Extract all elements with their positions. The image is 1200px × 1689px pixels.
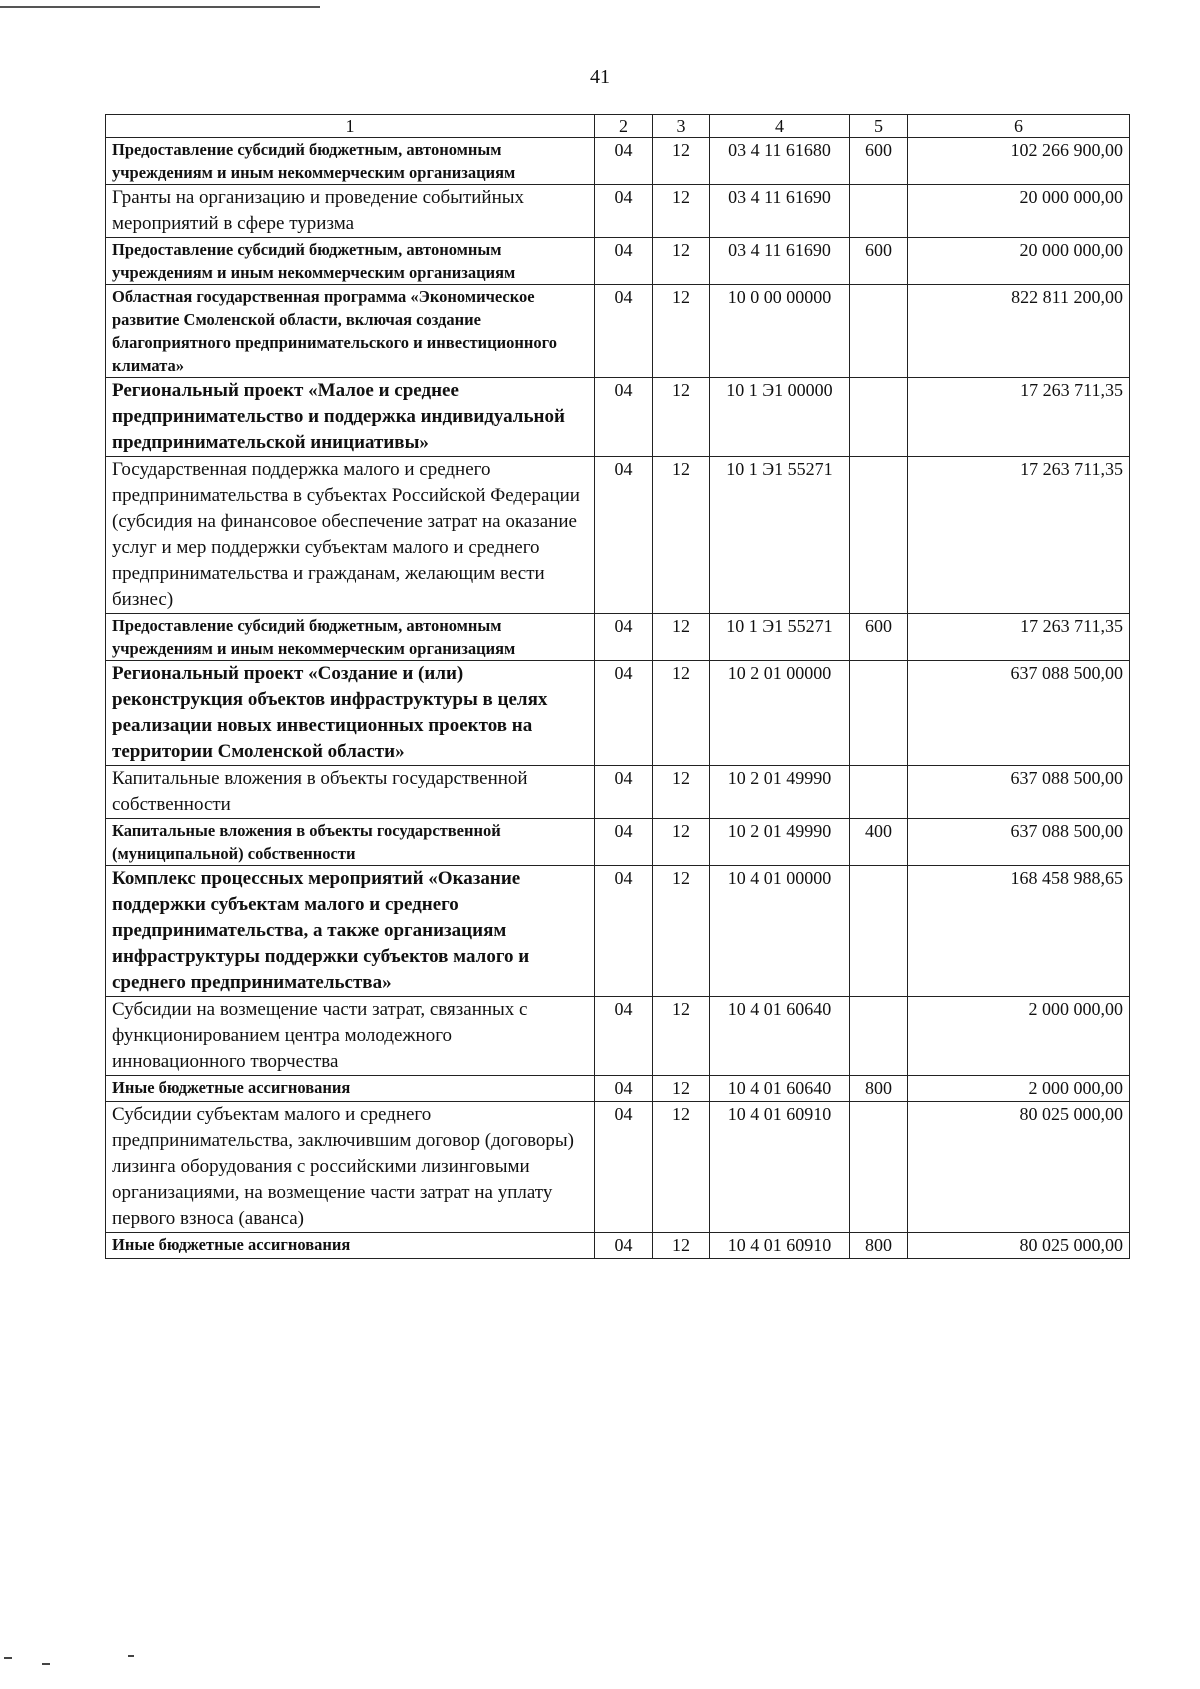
section-code-cell: 04 — [595, 1102, 653, 1233]
table-row — [106, 138, 1130, 185]
amount-cell: 637 088 500,00 — [908, 766, 1130, 819]
target-article-code-cell: 10 4 01 60640 — [710, 997, 850, 1076]
section-code-cell: 04 — [595, 378, 653, 457]
amount-cell: 20 000 000,00 — [908, 238, 1130, 285]
table-row — [106, 285, 1130, 378]
amount-cell: 20 000 000,00 — [908, 185, 1130, 238]
subsection-code-cell: 12 — [653, 997, 710, 1076]
amount-cell: 168 458 988,65 — [908, 866, 1130, 997]
amount-cell: 2 000 000,00 — [908, 1076, 1130, 1102]
subsection-code-cell: 12 — [653, 238, 710, 285]
scan-artifact-mark — [128, 1655, 134, 1657]
expense-type-code-cell — [850, 285, 908, 378]
section-code-cell: 04 — [595, 457, 653, 614]
table-row — [106, 766, 1130, 819]
amount-cell: 637 088 500,00 — [908, 661, 1130, 766]
amount-cell: 17 263 711,35 — [908, 457, 1130, 614]
section-code-cell: 04 — [595, 1076, 653, 1102]
subsection-code-cell: 12 — [653, 661, 710, 766]
expense-type-code-cell: 600 — [850, 614, 908, 661]
expense-type-code-cell: 800 — [850, 1076, 908, 1102]
subsection-code-cell: 12 — [653, 866, 710, 997]
section-code-cell: 04 — [595, 997, 653, 1076]
subsection-code-cell: 12 — [653, 138, 710, 185]
target-article-code-cell: 03 4 11 61680 — [710, 138, 850, 185]
expense-type-code-cell: 400 — [850, 819, 908, 866]
target-article-code-cell: 10 4 01 00000 — [710, 866, 850, 997]
section-code-cell: 04 — [595, 819, 653, 866]
expense-type-code-cell — [850, 766, 908, 819]
row-name-cell: Предоставление субсидий бюджетным, автономным учреждениям и иным некоммерческим организациям — [106, 238, 595, 285]
section-code-cell: 04 — [595, 238, 653, 285]
amount-cell: 80 025 000,00 — [908, 1233, 1130, 1259]
scan-top-rule — [0, 6, 320, 8]
section-code-cell: 04 — [595, 614, 653, 661]
subsection-code-cell: 12 — [653, 1076, 710, 1102]
expense-type-code-cell — [850, 1102, 908, 1233]
expense-type-code-cell: 600 — [850, 138, 908, 185]
expense-type-code-cell — [850, 661, 908, 766]
subsection-code-cell: 12 — [653, 457, 710, 614]
expense-type-code-cell — [850, 185, 908, 238]
expense-type-code-cell — [850, 997, 908, 1076]
row-name-cell: Капитальные вложения в объекты государственной (муниципальной) собственности — [106, 819, 595, 866]
table-row — [106, 819, 1130, 866]
table-row — [106, 238, 1130, 285]
subsection-code-cell: 12 — [653, 378, 710, 457]
section-code-cell: 04 — [595, 185, 653, 238]
row-name-cell: Предоставление субсидий бюджетным, автономным учреждениям и иным некоммерческим организациям — [106, 614, 595, 661]
amount-cell: 2 000 000,00 — [908, 997, 1130, 1076]
subsection-code-cell: 12 — [653, 285, 710, 378]
row-name-cell: Региональный проект «Малое и среднее предпринимательство и поддержка индивидуальной предпринимательской инициативы» — [106, 378, 595, 457]
table-row — [106, 661, 1130, 766]
target-article-code-cell: 10 4 01 60910 — [710, 1102, 850, 1233]
table-row — [106, 378, 1130, 457]
target-article-code-cell: 03 4 11 61690 — [710, 238, 850, 285]
subsection-code-cell: 12 — [653, 1233, 710, 1259]
row-name-cell: Областная государственная программа «Экономическое развитие Смоленской области, включая создание благоприятного предпринимательского и инвестиционного климата» — [106, 285, 595, 378]
row-name-cell: Предоставление субсидий бюджетным, автономным учреждениям и иным некоммерческим организациям — [106, 138, 595, 185]
row-name-cell: Государственная поддержка малого и среднего предпринимательства в субъектах Российской Федерации (субсидия на финансовое обеспечение затрат на оказание услуг и мер поддержки субъектам малого и среднего предпринимательства и гражданам, желающим вести бизнес) — [106, 457, 595, 614]
budget-allocation-table — [105, 114, 1130, 1259]
table-row — [106, 614, 1130, 661]
section-code-cell: 04 — [595, 138, 653, 185]
amount-cell: 102 266 900,00 — [908, 138, 1130, 185]
column-header-4: 4 — [710, 115, 850, 138]
target-article-code-cell: 10 1 Э1 55271 — [710, 614, 850, 661]
table-body — [106, 138, 1130, 1259]
expense-type-code-cell — [850, 457, 908, 614]
row-name-cell: Субсидии субъектам малого и среднего предпринимательства, заключившим договор (договоры) лизинга оборудования с российскими лизинговыми организациями, на возмещение части затрат на уплату первого взноса (аванса) — [106, 1102, 595, 1233]
page-number: 41 — [590, 66, 610, 88]
row-name-cell: Региональный проект «Создание и (или) реконструкция объектов инфраструктуры в целях реализации новых инвестиционных проектов на территории Смоленской области» — [106, 661, 595, 766]
table-row — [106, 457, 1130, 614]
subsection-code-cell: 12 — [653, 614, 710, 661]
target-article-code-cell: 10 1 Э1 55271 — [710, 457, 850, 614]
expense-type-code-cell: 600 — [850, 238, 908, 285]
subsection-code-cell: 12 — [653, 185, 710, 238]
amount-cell: 637 088 500,00 — [908, 819, 1130, 866]
target-article-code-cell: 10 2 01 49990 — [710, 766, 850, 819]
row-name-cell: Субсидии на возмещение части затрат, связанных с функционированием центра молодежного инновационного творчества — [106, 997, 595, 1076]
amount-cell: 80 025 000,00 — [908, 1102, 1130, 1233]
row-name-cell: Иные бюджетные ассигнования — [106, 1076, 595, 1102]
target-article-code-cell: 10 2 01 49990 — [710, 819, 850, 866]
column-header-2: 2 — [595, 115, 653, 138]
table-row — [106, 1102, 1130, 1233]
target-article-code-cell: 10 1 Э1 00000 — [710, 378, 850, 457]
subsection-code-cell: 12 — [653, 819, 710, 866]
amount-cell: 17 263 711,35 — [908, 378, 1130, 457]
amount-cell: 822 811 200,00 — [908, 285, 1130, 378]
row-name-cell: Иные бюджетные ассигнования — [106, 1233, 595, 1259]
row-name-cell: Комплекс процессных мероприятий «Оказание поддержки субъектам малого и среднего предпринимательства, а также организациям инфраструктуры поддержки субъектов малого и среднего предпринимательства» — [106, 866, 595, 997]
target-article-code-cell: 10 2 01 00000 — [710, 661, 850, 766]
amount-cell: 17 263 711,35 — [908, 614, 1130, 661]
column-header-6: 6 — [908, 115, 1130, 138]
row-name-cell: Гранты на организацию и проведение событийных мероприятий в сфере туризма — [106, 185, 595, 238]
section-code-cell: 04 — [595, 285, 653, 378]
target-article-code-cell: 10 0 00 00000 — [710, 285, 850, 378]
expense-type-code-cell — [850, 866, 908, 997]
section-code-cell: 04 — [595, 661, 653, 766]
table-row — [106, 1076, 1130, 1102]
section-code-cell: 04 — [595, 1233, 653, 1259]
expense-type-code-cell: 800 — [850, 1233, 908, 1259]
column-header-3: 3 — [653, 115, 710, 138]
table-row — [106, 997, 1130, 1076]
subsection-code-cell: 12 — [653, 1102, 710, 1233]
row-name-cell: Капитальные вложения в объекты государственной собственности — [106, 766, 595, 819]
table-row — [106, 185, 1130, 238]
target-article-code-cell: 10 4 01 60640 — [710, 1076, 850, 1102]
table-row — [106, 1233, 1130, 1259]
scan-artifact-mark — [4, 1657, 12, 1659]
section-code-cell: 04 — [595, 866, 653, 997]
column-header-5: 5 — [850, 115, 908, 138]
expense-type-code-cell — [850, 378, 908, 457]
target-article-code-cell: 10 4 01 60910 — [710, 1233, 850, 1259]
table-row — [106, 866, 1130, 997]
scan-artifact-mark — [42, 1663, 50, 1665]
column-number-row — [106, 115, 1130, 138]
column-header-1: 1 — [106, 115, 595, 138]
subsection-code-cell: 12 — [653, 766, 710, 819]
target-article-code-cell: 03 4 11 61690 — [710, 185, 850, 238]
section-code-cell: 04 — [595, 766, 653, 819]
